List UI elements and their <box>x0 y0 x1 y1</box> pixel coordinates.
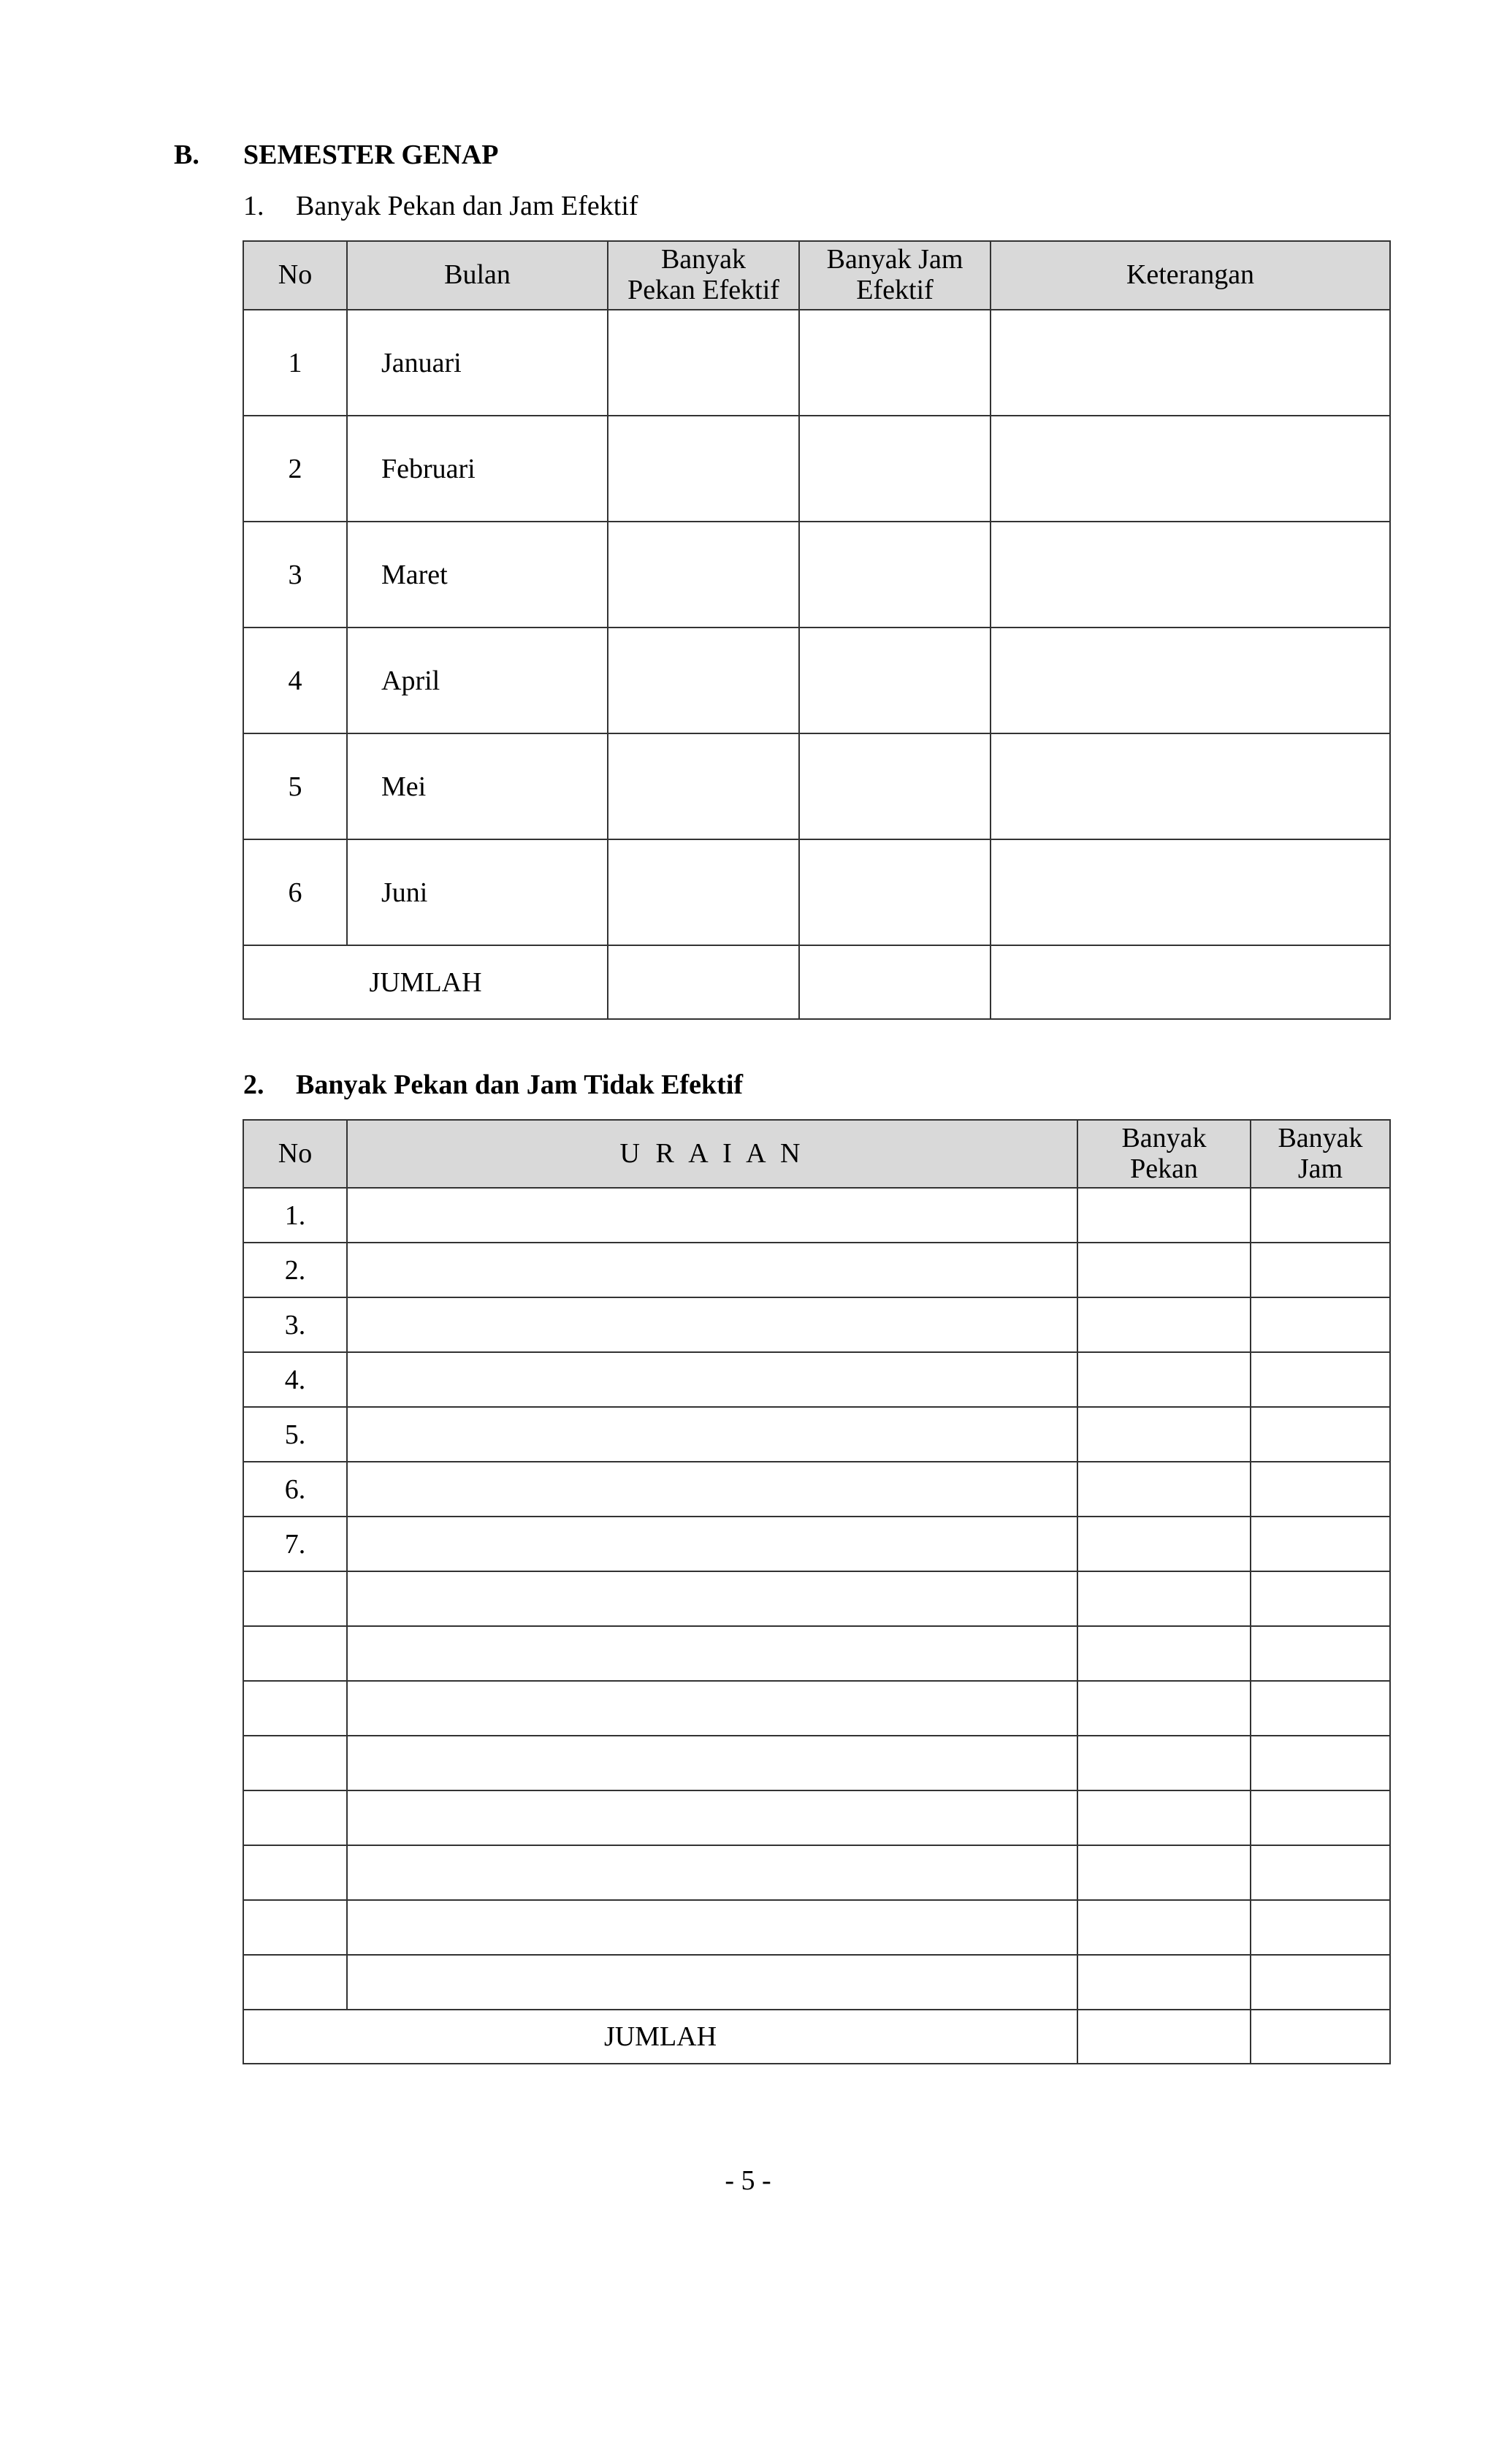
cell-banyak-jam <box>1251 1900 1390 1955</box>
header-banyak-pekan-efektif <box>608 241 799 310</box>
table-row <box>243 1462 1390 1517</box>
cell-banyak-pekan <box>1077 1517 1251 1571</box>
cell-no: 3. <box>243 1297 347 1352</box>
total-label: JUMLAH <box>243 945 608 1019</box>
header-bulan: Bulan <box>347 241 608 310</box>
table-row <box>243 1790 1390 1845</box>
header-keterangan: Keterangan <box>991 241 1390 310</box>
table-row <box>243 839 1390 945</box>
table-row <box>243 1955 1390 2010</box>
cell-no: 5. <box>243 1407 347 1462</box>
cell-no <box>243 1790 347 1845</box>
cell-uraian <box>347 1462 1077 1517</box>
cell-banyak-jam <box>799 628 991 733</box>
table-row <box>243 628 1390 733</box>
table-row <box>243 1517 1390 1571</box>
cell-bulan: Mei <box>347 733 608 839</box>
cell-keterangan <box>991 628 1390 733</box>
cell-banyak-jam <box>1251 1517 1390 1571</box>
table-row <box>243 416 1390 522</box>
cell-no <box>243 1955 347 2010</box>
cell-no: 7. <box>243 1517 347 1571</box>
total-label: JUMLAH <box>243 2010 1077 2064</box>
header-no: No <box>243 1120 347 1188</box>
cell-banyak-pekan <box>1077 1243 1251 1297</box>
header-banyak-jam-efektif <box>799 241 991 310</box>
cell-banyak-jam <box>1251 1626 1390 1681</box>
cell-bulan: April <box>347 628 608 733</box>
cell-banyak-jam <box>799 733 991 839</box>
non-effective-weeks-table <box>243 1119 1391 2064</box>
cell-uraian <box>347 1188 1077 1243</box>
cell-keterangan <box>991 310 1390 416</box>
table-row <box>243 1736 1390 1790</box>
cell-no: 5 <box>243 733 347 839</box>
cell-banyak-jam <box>799 310 991 416</box>
cell-uraian <box>347 1626 1077 1681</box>
cell-uraian <box>347 1736 1077 1790</box>
cell-keterangan <box>991 733 1390 839</box>
table-row <box>243 1845 1390 1900</box>
cell-no: 1 <box>243 310 347 416</box>
cell-uraian <box>347 1790 1077 1845</box>
cell-no <box>243 1845 347 1900</box>
subsection-2-heading <box>243 1069 743 1101</box>
cell-banyak-pekan <box>1077 1790 1251 1845</box>
cell-banyak-pekan <box>1077 1845 1251 1900</box>
cell-no <box>243 1736 347 1790</box>
section-title: SEMESTER GENAP <box>243 140 499 170</box>
table-row <box>243 1900 1390 1955</box>
table-row <box>243 310 1390 416</box>
cell-no: 6 <box>243 839 347 945</box>
cell-uraian <box>347 1571 1077 1626</box>
cell-banyak-pekan <box>1077 1297 1251 1352</box>
subsection-2-title: Banyak Pekan dan Jam Tidak Efektif <box>296 1069 744 1100</box>
cell-no: 2 <box>243 416 347 522</box>
cell-banyak-pekan <box>608 522 799 628</box>
cell-uraian <box>347 1297 1077 1352</box>
cell-banyak-pekan <box>1077 1736 1251 1790</box>
cell-no: 1. <box>243 1188 347 1243</box>
header-jam-line2: Efektif <box>856 275 934 305</box>
header-banyak-pekan <box>1077 1120 1251 1188</box>
table-row <box>243 1297 1390 1352</box>
cell-banyak-pekan <box>1077 1352 1251 1407</box>
cell-banyak-jam <box>1251 1462 1390 1517</box>
cell-uraian <box>347 1845 1077 1900</box>
cell-banyak-jam <box>1251 1407 1390 1462</box>
cell-banyak-pekan <box>1077 1900 1251 1955</box>
total-row <box>243 945 1390 1019</box>
cell-banyak-pekan <box>608 839 799 945</box>
cell-banyak-jam <box>1251 1188 1390 1243</box>
cell-no: 4. <box>243 1352 347 1407</box>
header-jam-line2: Jam <box>1297 1153 1343 1184</box>
cell-banyak-jam <box>1251 1955 1390 2010</box>
cell-banyak-jam <box>799 839 991 945</box>
table-row <box>243 1626 1390 1681</box>
cell-no: 3 <box>243 522 347 628</box>
cell-bulan: Februari <box>347 416 608 522</box>
cell-uraian <box>347 1517 1077 1571</box>
cell-banyak-jam <box>1251 1736 1390 1790</box>
cell-no: 4 <box>243 628 347 733</box>
total-jam <box>1251 2010 1390 2064</box>
cell-uraian <box>347 1352 1077 1407</box>
total-keterangan <box>991 945 1390 1019</box>
cell-banyak-pekan <box>608 310 799 416</box>
cell-uraian <box>347 1955 1077 2010</box>
header-pekan-line2: Pekan <box>1130 1153 1198 1184</box>
cell-banyak-pekan <box>1077 1626 1251 1681</box>
cell-banyak-jam <box>1251 1790 1390 1845</box>
cell-no <box>243 1681 347 1736</box>
cell-banyak-jam <box>1251 1571 1390 1626</box>
cell-banyak-pekan <box>1077 1462 1251 1517</box>
table-row <box>243 522 1390 628</box>
table-row <box>243 1407 1390 1462</box>
cell-banyak-pekan <box>1077 1681 1251 1736</box>
header-uraian: U R A I A N <box>347 1120 1077 1188</box>
subsection-1-number: 1. <box>243 191 264 221</box>
cell-no <box>243 1626 347 1681</box>
header-pekan-line2: Pekan Efektif <box>627 275 779 305</box>
table-row <box>243 733 1390 839</box>
cell-no: 2. <box>243 1243 347 1297</box>
subsection-1-heading <box>243 190 638 222</box>
cell-keterangan <box>991 416 1390 522</box>
total-row <box>243 2010 1390 2064</box>
header-jam-line1: Banyak <box>1278 1122 1363 1153</box>
total-pekan <box>1077 2010 1251 2064</box>
table-row <box>243 1352 1390 1407</box>
cell-bulan: Januari <box>347 310 608 416</box>
cell-banyak-jam <box>1251 1352 1390 1407</box>
cell-keterangan <box>991 839 1390 945</box>
cell-banyak-jam <box>1251 1845 1390 1900</box>
subsection-2-number: 2. <box>243 1069 264 1100</box>
page-number: - 5 - <box>725 2165 771 2196</box>
cell-uraian <box>347 1900 1077 1955</box>
cell-bulan: Juni <box>347 839 608 945</box>
cell-banyak-pekan <box>1077 1955 1251 2010</box>
header-pekan-line1: Banyak <box>660 244 747 275</box>
cell-banyak-jam <box>799 522 991 628</box>
cell-banyak-jam <box>1251 1243 1390 1297</box>
cell-banyak-jam <box>1251 1297 1390 1352</box>
cell-banyak-pekan <box>1077 1188 1251 1243</box>
header-no: No <box>243 241 347 310</box>
cell-uraian <box>347 1407 1077 1462</box>
cell-banyak-pekan <box>608 416 799 522</box>
total-pekan <box>608 945 799 1019</box>
total-jam <box>799 945 991 1019</box>
cell-uraian <box>347 1243 1077 1297</box>
header-pekan-line1: Banyak <box>1121 1122 1207 1153</box>
cell-banyak-jam <box>1251 1681 1390 1736</box>
section-letter: B. <box>174 140 199 170</box>
cell-banyak-pekan <box>608 733 799 839</box>
cell-no: 6. <box>243 1462 347 1517</box>
cell-no <box>243 1571 347 1626</box>
cell-banyak-jam <box>799 416 991 522</box>
table-row <box>243 1243 1390 1297</box>
cell-keterangan <box>991 522 1390 628</box>
cell-bulan: Maret <box>347 522 608 628</box>
cell-banyak-pekan <box>608 628 799 733</box>
cell-no <box>243 1900 347 1955</box>
subsection-1-title: Banyak Pekan dan Jam Efektif <box>296 191 638 221</box>
header-jam-line1: Banyak Jam <box>826 244 963 275</box>
table-row <box>243 1571 1390 1626</box>
header-banyak-jam <box>1251 1120 1390 1188</box>
table-row <box>243 1681 1390 1736</box>
cell-banyak-pekan <box>1077 1571 1251 1626</box>
effective-weeks-table <box>243 240 1391 1020</box>
table-row <box>243 1188 1390 1243</box>
cell-banyak-pekan <box>1077 1407 1251 1462</box>
cell-uraian <box>347 1681 1077 1736</box>
table-header-row <box>243 241 1390 310</box>
table-header-row <box>243 1120 1390 1188</box>
